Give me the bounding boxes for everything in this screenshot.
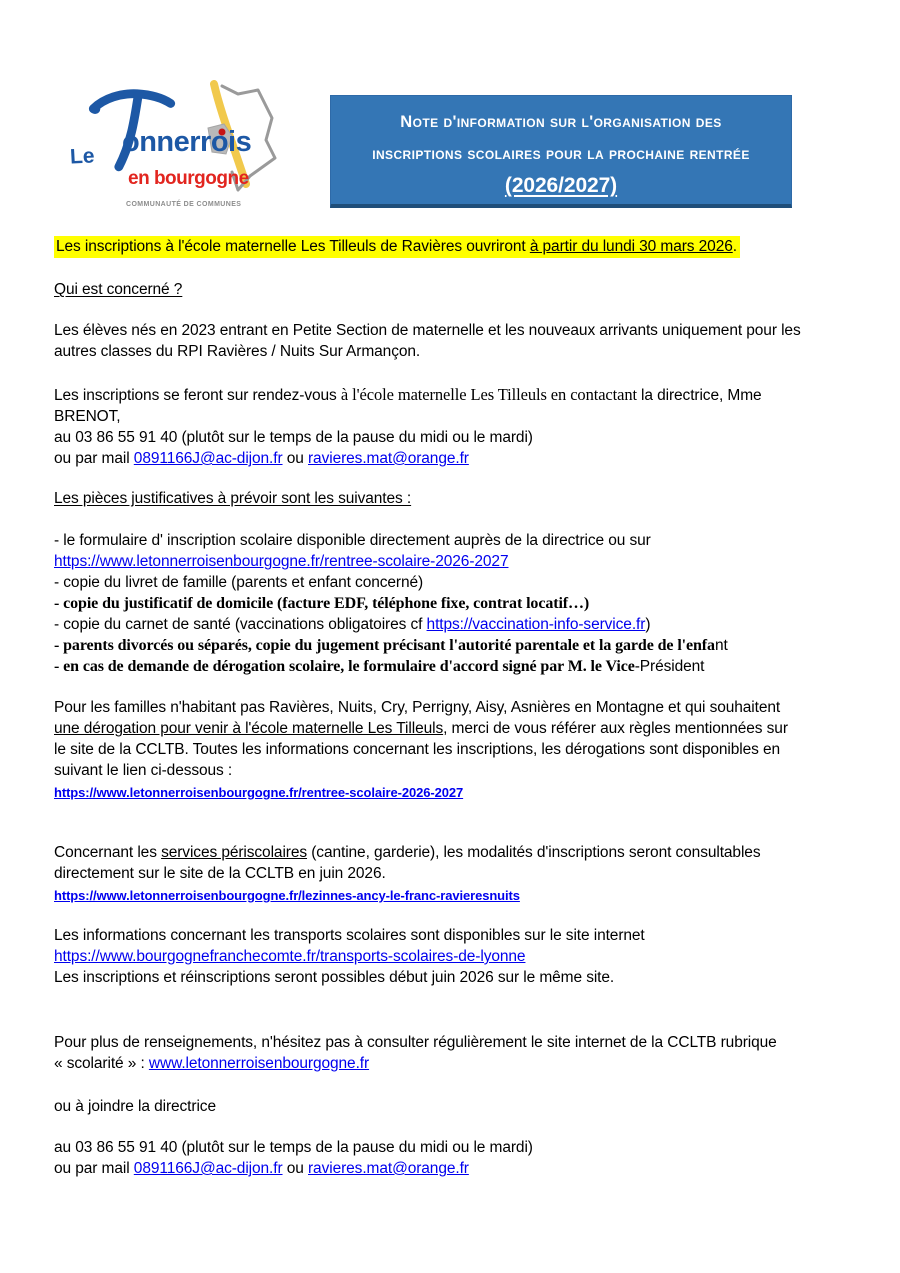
para-transports	[54, 925, 645, 988]
derogation-line3: le site de la CCLTB. Toutes les informations concernant les inscriptions, les dérogations sont disponibles en	[54, 741, 781, 758]
para-periscolaire	[54, 842, 760, 905]
intro-highlight-line	[54, 236, 740, 257]
para-eleves-line1: Les élèves nés en 2023 entrant en Petite Section de maternelle et les nouveaux arrivants uniquement pour les	[54, 322, 801, 339]
contact-line4-mid: ou	[282, 450, 308, 467]
section-heading-pieces: Les pièces justificatives à prévoir sont les suivantes :	[54, 490, 412, 507]
section-qui	[54, 279, 182, 300]
contact-line1-end: la directrice, Mme	[641, 387, 762, 404]
derogation-line1: Pour les familles n'habitant pas Ravières, Nuits, Cry, Perrigny, Aisy, Asnières en Montagne et qui souhaitent	[54, 699, 781, 716]
derogation-line4: suivant le lien ci-dessous :	[54, 762, 233, 779]
derogation-underlined: une dérogation pour venir à l'école maternelle Les Tilleuls	[54, 720, 444, 737]
contact-line2: BRENOT,	[54, 408, 121, 425]
intro-text: Les inscriptions à l'école maternelle Les Tilleuls de Ravières ouvriront	[56, 238, 530, 255]
link-vaccination[interactable]: https://vaccination-info-service.fr	[426, 616, 646, 633]
periscolaire-line2: directement sur le site de la CCLTB en juin 2026.	[54, 865, 386, 882]
renseignements-line2-pre: « scolarité » :	[54, 1055, 149, 1072]
note-title-box	[330, 95, 792, 208]
transports-line3: Les inscriptions et réinscriptions seront possibles début juin 2026 sur le même site.	[54, 969, 615, 986]
footer-line1: au 03 86 55 91 40 (plutôt sur le temps de la pause du midi ou le mardi)	[54, 1139, 533, 1156]
logo-tonnerrois	[62, 82, 277, 208]
link-mail-ac-dijon[interactable]: 0891166J@ac-dijon.fr	[133, 450, 283, 467]
note-title-year: (2026/2027)	[504, 174, 618, 197]
logo-le: Le	[69, 144, 95, 169]
para-renseignements	[54, 1032, 777, 1074]
link-mail-orange-2[interactable]: ravieres.mat@orange.fr	[308, 1160, 469, 1177]
link-rentree-scolaire-2[interactable]: https://www.letonnerroisenbourgogne.fr/rentree-scolaire-2026-2027	[54, 785, 464, 800]
note-title-line1: Note d'information sur l'organisation des	[400, 113, 722, 131]
para-footer-contact	[54, 1137, 533, 1179]
list-item-formulaire: - le formulaire d' inscription scolaire disponible directement auprès de la directrice ou sur	[54, 532, 651, 549]
contact-line1-sans: Les inscriptions se feront sur rendez-vous	[54, 387, 341, 404]
para-eleves	[54, 320, 801, 362]
list-item-justificatif: - copie du justificatif de domicile (facture EDF, téléphone fixe, contrat locatif…)	[54, 595, 590, 612]
link-mail-ac-dijon-2[interactable]: 0891166J@ac-dijon.fr	[133, 1160, 283, 1177]
intro-highlight	[54, 236, 740, 258]
link-periscolaire[interactable]: https://www.letonnerroisenbourgogne.fr/lezinnes-ancy-le-franc-ravieresnuits	[54, 888, 520, 903]
periscolaire-pre: Concernant les	[54, 844, 162, 861]
para-eleves-line2: autres classes du RPI Ravières / Nuits Sur Armançon.	[54, 343, 421, 360]
transports-line1: Les informations concernant les transports scolaires sont disponibles sur le site internet	[54, 927, 645, 944]
list-item-parents-end: nt	[714, 637, 728, 654]
list-item-livret: - copie du livret de famille (parents et enfant concerné)	[54, 574, 424, 591]
footer-line2-mid: ou	[282, 1160, 308, 1177]
logo-caption: COMMUNAUTÉ DE COMMUNES	[126, 201, 242, 208]
section-heading-qui: Qui est concerné ?	[54, 281, 183, 298]
para-derogation	[54, 697, 788, 802]
link-mail-orange[interactable]: ravieres.mat@orange.fr	[308, 450, 469, 467]
intro-date-underlined: à partir du lundi 30 mars 2026	[529, 238, 733, 255]
list-item-derogation-form: - en cas de demande de dérogation scolaire, le formulaire d'accord signé par M. le Vice	[54, 658, 635, 675]
para-contact	[54, 384, 762, 469]
list-item-derogation-end: -Président	[634, 658, 705, 675]
footer-line2-pre: ou par mail	[54, 1160, 134, 1177]
contact-line4-pre: ou par mail	[54, 450, 134, 467]
contact-line1-serif: à l'école maternelle Les Tilleuls en contactant	[340, 385, 642, 404]
para-directrice	[54, 1096, 216, 1117]
link-site-ccltb[interactable]: www.letonnerroisenbourgogne.fr	[148, 1055, 370, 1072]
periscolaire-rest: (cantine, garderie), les modalités d'inscriptions seront consultables	[307, 844, 761, 861]
list-pieces	[54, 530, 728, 677]
list-item-parents: - parents divorcés ou séparés, copie du jugement précisant l'autorité parentale et la garde de l'enfa	[54, 637, 715, 654]
list-item-carnet-end: )	[645, 616, 651, 633]
intro-period: .	[732, 238, 737, 255]
periscolaire-underlined: services périscolaires	[161, 844, 308, 861]
derogation-line2-rest: , merci de vous référer aux règles mentionnées sur	[443, 720, 788, 737]
logo-wordmark: onnerrois	[122, 126, 252, 158]
note-title-line2: inscriptions scolaires pour la prochaine rentrée	[372, 145, 750, 163]
link-rentree-scolaire[interactable]: https://www.letonnerroisenbourgogne.fr/rentree-scolaire-2026-2027	[54, 553, 509, 570]
renseignements-line1: Pour plus de renseignements, n'hésitez pas à consulter régulièrement le site internet de la CCLTB rubrique	[54, 1034, 777, 1051]
list-item-carnet: - copie du carnet de santé (vaccinations obligatoires cf	[54, 616, 427, 633]
section-pieces	[54, 488, 411, 509]
contact-line3: au 03 86 55 91 40 (plutôt sur le temps de la pause du midi ou le mardi)	[54, 429, 533, 446]
directrice-text: ou à joindre la directrice	[54, 1098, 216, 1115]
logo-subtitle: en bourgogne	[128, 168, 249, 189]
link-transports[interactable]: https://www.bourgognefranchecomte.fr/transports-scolaires-de-lyonne	[54, 948, 526, 965]
